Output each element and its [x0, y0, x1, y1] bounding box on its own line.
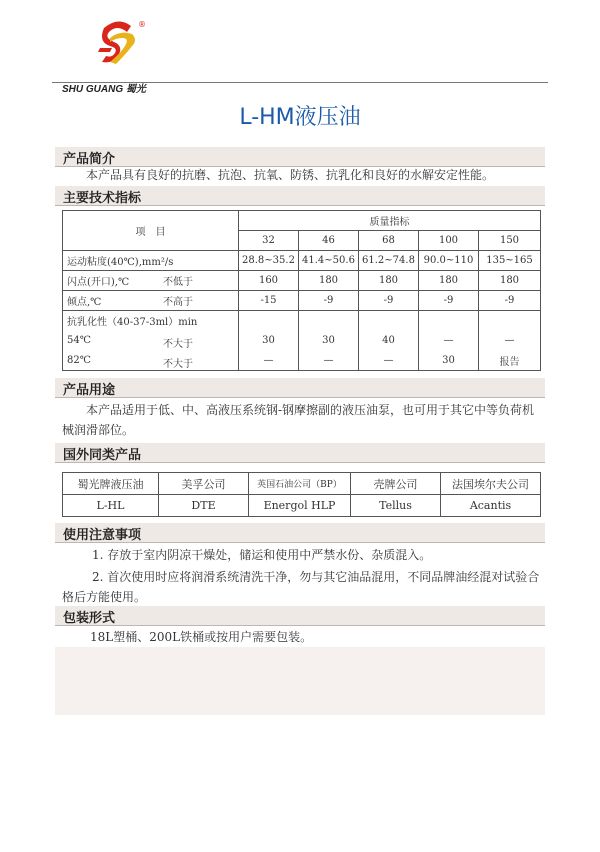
table-cell — [299, 311, 359, 331]
row-label: 抗乳化性（40-37-3ml）min — [63, 311, 239, 331]
column-header: 美孚公司 — [159, 473, 249, 495]
section-title: 国外同类产品 — [63, 448, 142, 463]
table-cell: 40 — [359, 331, 419, 351]
column-header: 蜀光牌液压油 — [63, 473, 159, 495]
table-cell: -9 — [359, 291, 419, 311]
table-row — [63, 331, 541, 351]
row-label-text: 倾点,℃ — [67, 297, 102, 308]
section-title: 产品用途 — [63, 383, 116, 398]
shuguang-emblem-icon — [98, 18, 138, 66]
registered-mark: ® — [138, 20, 146, 29]
table-cell: 180 — [479, 271, 541, 291]
item-header: 项 目 — [63, 211, 239, 251]
section-header-packaging — [55, 606, 545, 626]
table-cell: Acantis — [441, 495, 541, 517]
table-cell: -9 — [479, 291, 541, 311]
table-cell: — — [239, 351, 299, 371]
grade-header: 150 — [479, 231, 541, 251]
table-cell: 61.2~74.8 — [359, 251, 419, 271]
table-row — [63, 271, 541, 291]
grade-header: 100 — [419, 231, 479, 251]
brand-name: SHU GUANG 蜀光 — [62, 84, 146, 95]
row-label — [63, 331, 239, 351]
table-cell — [239, 311, 299, 331]
note-item-2: 2. 首次使用时应将润滑系统清洗干净，勿与其它油品混用，不同品牌油经混对试验合格后方能使用。 — [62, 570, 540, 604]
quality-header: 质量指标 — [239, 211, 541, 231]
row-label-text: 闪点(开口),℃ — [67, 277, 130, 288]
table-header-row — [63, 473, 541, 495]
spec-table — [62, 210, 541, 371]
table-cell: 28.8~35.2 — [239, 251, 299, 271]
table-cell: — — [359, 351, 419, 371]
table-cell: — — [479, 331, 541, 351]
section-header-usage — [55, 378, 545, 398]
row-label — [63, 351, 239, 371]
blank-panel — [55, 647, 545, 715]
section-header-specs — [55, 186, 545, 206]
table-cell: 135~165 — [479, 251, 541, 271]
table-cell: 180 — [359, 271, 419, 291]
section-header-equivalents — [55, 443, 545, 463]
table-row — [63, 351, 541, 371]
grade-header: 68 — [359, 231, 419, 251]
table-cell: DTE — [159, 495, 249, 517]
table-row — [63, 311, 541, 331]
row-limit: 不大于 — [163, 358, 193, 370]
page-title: L-HM液压油 — [239, 105, 361, 130]
note-item-1: 1. 存放于室内阴凉干燥处，储运和使用中严禁水份、杂质混入。 — [92, 548, 432, 562]
table-cell: 30 — [299, 331, 359, 351]
table-cell: -15 — [239, 291, 299, 311]
usage-text: 本产品适用于低、中、高液压系统钢-钢摩擦副的液压油泵，也可用于其它中等负荷机械润滑部位。 — [62, 403, 535, 437]
table-cell: 30 — [239, 331, 299, 351]
header-divider — [52, 82, 548, 83]
row-limit: 不低于 — [163, 277, 193, 288]
table-row — [63, 291, 541, 311]
table-cell: 160 — [239, 271, 299, 291]
table-cell: — — [419, 331, 479, 351]
table-row — [63, 495, 541, 517]
row-limit: 不高于 — [163, 297, 193, 308]
table-cell — [359, 311, 419, 331]
table-cell: — — [299, 351, 359, 371]
table-cell: L-HL — [63, 495, 159, 517]
table-row — [63, 251, 541, 271]
packaging-text: 18L塑桶、200L铁桶或按用户需要包装。 — [90, 630, 313, 644]
table-cell: Tellus — [351, 495, 441, 517]
section-title: 使用注意事项 — [63, 528, 142, 543]
table-cell: -9 — [419, 291, 479, 311]
table-cell: 30 — [419, 351, 479, 371]
equivalents-table — [62, 472, 541, 517]
intro-text: 本产品具有良好的抗磨、抗泡、抗氧、防锈、抗乳化和良好的水解安定性能。 — [86, 168, 495, 182]
section-title: 产品简介 — [63, 152, 116, 167]
section-header-notes — [55, 523, 545, 543]
row-label — [63, 291, 239, 311]
table-cell: 报告 — [479, 351, 541, 371]
table-cell: 180 — [299, 271, 359, 291]
row-limit: 不大于 — [163, 339, 193, 350]
column-header: 壳牌公司 — [351, 473, 441, 495]
grade-header: 46 — [299, 231, 359, 251]
column-header: 法国埃尔夫公司 — [441, 473, 541, 495]
row-label-text: 82℃ — [67, 354, 91, 366]
table-cell: 90.0~110 — [419, 251, 479, 271]
section-header-intro — [55, 147, 545, 167]
grade-header: 32 — [239, 231, 299, 251]
column-header: 英国石油公司（BP） — [249, 473, 351, 495]
table-cell: 41.4~50.6 — [299, 251, 359, 271]
section-title: 主要技术指标 — [63, 191, 142, 206]
row-label — [63, 271, 239, 291]
table-cell — [479, 311, 541, 331]
table-cell: -9 — [299, 291, 359, 311]
section-title: 包装形式 — [63, 611, 116, 626]
table-cell — [419, 311, 479, 331]
row-label: 运动粘度(40℃),mm²/s — [63, 251, 239, 271]
row-label-text: 54℃ — [67, 335, 91, 346]
brand-logo — [62, 18, 162, 95]
table-cell: Energol HLP — [249, 495, 351, 517]
table-cell: 180 — [419, 271, 479, 291]
